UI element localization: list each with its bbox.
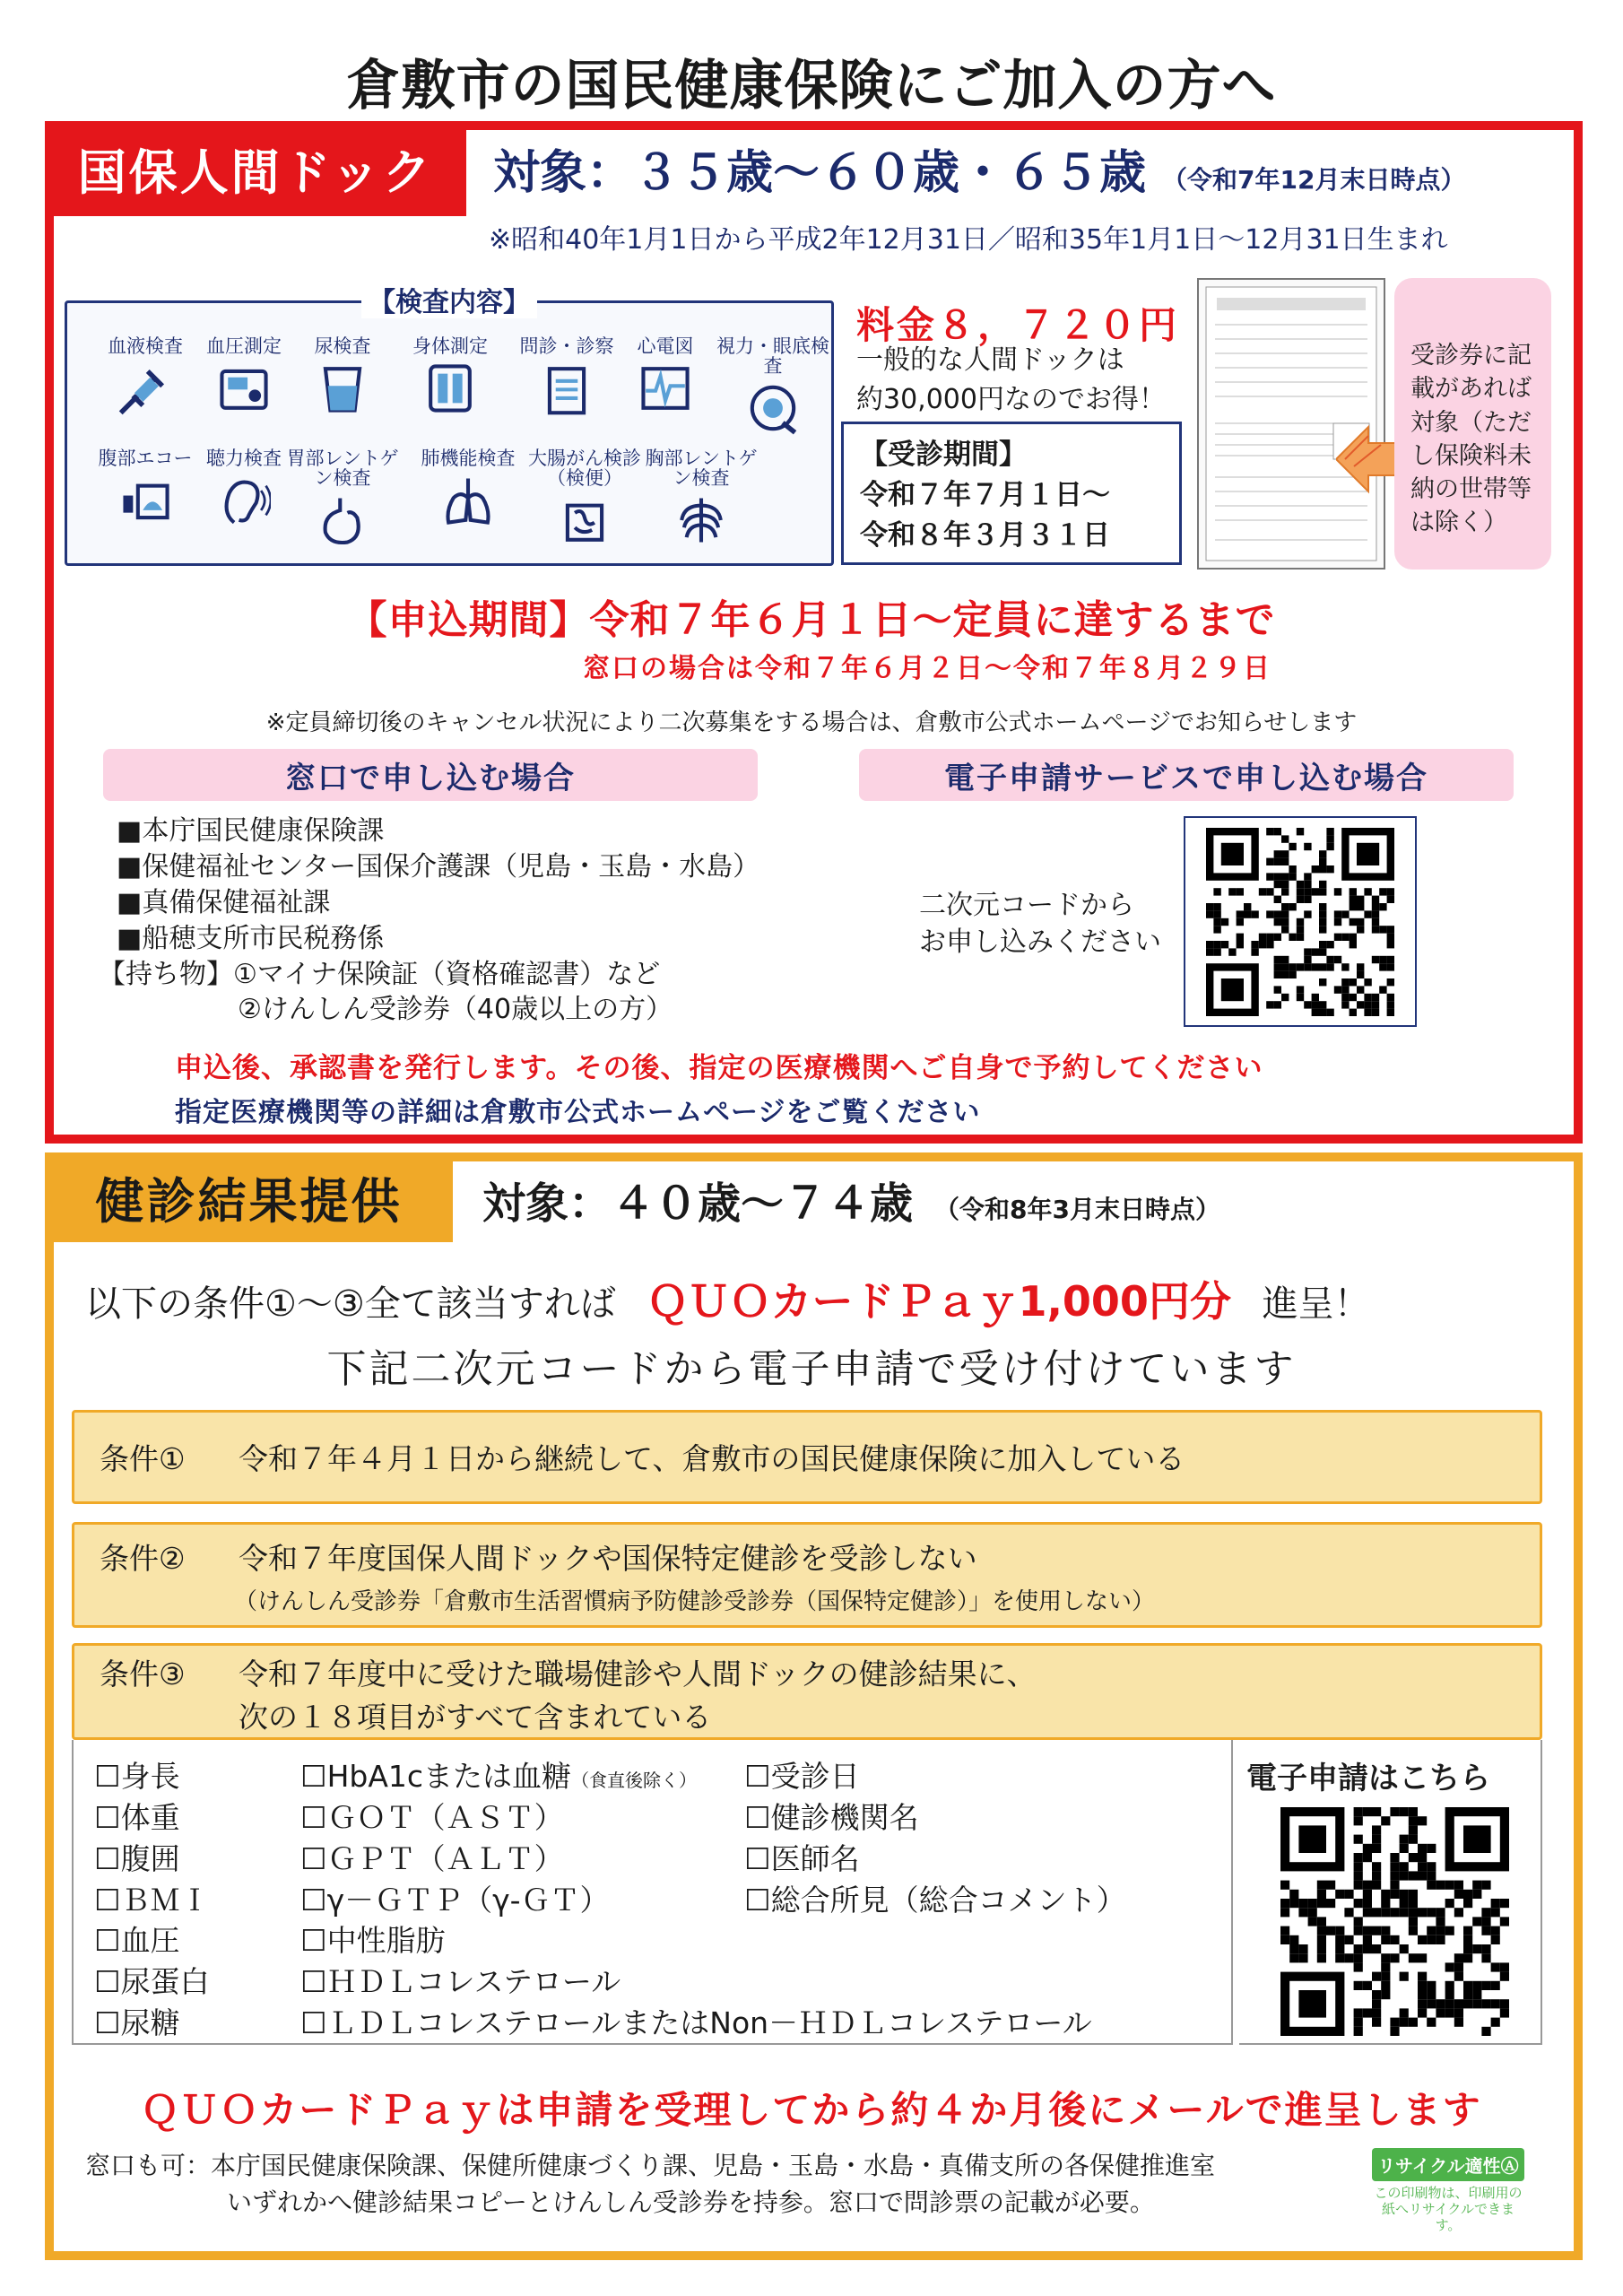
checklist-item: ☐ＢＭＩ [94,1882,210,1918]
condition-1-label: 条件① [100,1441,186,1476]
recycle-text: この印刷物は、印刷用の紙へリサイクルできます。 [1374,2185,1523,2233]
condition-2 [72,1522,1542,1628]
checklist-item: ☐ＧＰＴ（ＡＬＴ） [300,1840,564,1876]
result-target-row [482,1169,1220,1231]
result-apply-line: 下記二次元コードから電子申請で受け付けています [326,1346,1297,1392]
checklist-item: ☐ＬＤＬコレステロールまたはNon－ＨＤＬコレステロール [300,2005,1092,2041]
checklist-item: ☐尿糖 [94,2005,180,2041]
exam-item [603,336,728,415]
condition-1-text: 令和７年４月１日から継続して、倉敷市の国民健康保険に加入している [239,1441,1185,1476]
exam-label: 視力・眼底検査 [716,335,829,378]
exam-label: 大腸がん検診（検便） [528,448,641,490]
exam-label: 心電図 [637,335,694,357]
window-item: ■保健福祉センター国保介護課（児島・玉島・水島） [117,850,760,883]
intestine-icon [558,493,612,547]
ecg-icon [638,361,692,415]
final-note: ＱＵＯカードＰａｙは申請を受理してから約４か月後にメールで進呈します [141,2088,1482,2132]
cancel-note: ※定員締切後のキャンセル状況により二次募集をする場合は、倉敷市公式ホームページでお知らせします [265,709,1358,736]
result-target-note: （令和8年3月末日時点） [934,1195,1220,1224]
exam-label: 聴力検査 [206,448,282,469]
condition-2-sub: （けんしん受診券「倉敷市生活習慣病予防健診受診券（国保特定健診）」を使用しない） [234,1588,1156,1615]
checklist-col-1 [94,1756,210,2044]
price-sub [856,341,1166,419]
recycle-badge: リサイクル適性Ⓐ [1372,2148,1524,2181]
condition-1 [72,1410,1542,1504]
checklist-item: ☐血圧 [94,1923,180,1959]
checklist-item: ☐腹囲 [94,1840,180,1876]
result-intro [85,1269,1370,1328]
ribcage-icon [674,493,728,547]
hba1c-note: （食直後除く） [571,1770,698,1791]
exam-item [522,448,647,547]
exam-label: 身体測定 [412,335,488,357]
checklist-item: ☐ＨＤＬコレステロール [300,1964,621,2000]
checklist-item: ☐総合所見（総合コメント） [744,1882,1126,1918]
qr-message-2: お申し込みください [919,926,1161,958]
footer-note [85,2148,1215,2221]
qr-title: 電子申請はこちら [1246,1761,1490,1796]
exam-item [280,336,405,415]
window-list [99,813,760,1028]
intro-pre: 以下の条件①～③全て該当すれば [85,1283,616,1325]
exam-title: 【検査内容】 [361,287,537,318]
exam-item [405,448,531,527]
ear-icon [217,474,271,527]
checklist-item: ☐健診機関名 [744,1799,919,1835]
condition-3-label: 条件③ [100,1657,186,1692]
footer-line-2: いずれかへ健診結果コピーとけんしん受診券を持参。窓口で問診票の記載が必要。 [227,2187,1155,2217]
eye-icon [746,381,800,435]
exam-label: 問診・診察 [519,335,614,357]
online-apply-heading: 電子申請サービスで申し込む場合 [859,749,1514,801]
intro-post: 進呈！ [1262,1283,1370,1325]
checklist-item: ☐HbA1cまたは血糖（食直後除く） [300,1759,698,1794]
price-sub-2: 約30,000円なのでお得！ [856,383,1166,415]
period-title: 【受診期間】 [860,439,1027,471]
condition-3 [72,1643,1542,1740]
bring-items-2: ②けんしん受診券（40歳以上の方） [238,994,673,1026]
result-qr-code[interactable] [1273,1803,1515,2040]
clipboard-icon [540,361,594,415]
period-start: 令和７年７月１日～ [860,478,1110,511]
dock-tab: 国保人間ドック [45,121,466,216]
birth-note: ※昭和40年1月1日から平成2年12月31日／昭和35年1月1日～12月31日生まれ [489,224,1448,256]
period-box [841,422,1182,565]
exam-grid [65,300,834,566]
condition-2-label: 条件② [100,1541,186,1576]
condition-3-text-a: 令和７年度中に受けた職場健診や人間ドックの健診結果に、 [239,1657,1037,1692]
dock-target-note: （令和7年12月末日時点） [1162,165,1466,195]
qr-message-1: 二次元コードから [919,890,1134,921]
ticket-note: 受診券に記載があれば対象（ただし保険料未納の世帯等は除く） [1394,278,1551,570]
after-apply-note: 申込後、承認書を発行します。その後、指定の医療機関へご自身で予約してください [175,1052,1263,1084]
qr-code-icon [1206,828,1394,1016]
window-item: ■船穂支所市民税務係 [117,922,385,954]
detail-note: 指定医療機関等の詳細は倉敷市公式ホームページをご覧ください [175,1097,981,1128]
condition-2-text: 令和７年度国保人間ドックや国保特定健診を受診しない [239,1541,977,1576]
page-title: 倉敷市の国民健康保険にご加入の方へ [346,55,1277,117]
exam-item [710,336,836,435]
arrow-left-icon [1336,423,1399,499]
cup-icon [316,361,369,415]
result-tab: 健診結果提供 [45,1152,453,1242]
apply-period: 【申込期間】令和７年６月１日～定員に達するまで [347,597,1276,643]
condition-3-text-b: 次の１８項目がすべて含まれている [239,1699,712,1735]
dock-target: 対象：３５歳～６０歳・６５歳 [493,146,1147,200]
scale-icon [423,361,477,415]
checklist-col-3 [744,1756,1126,1920]
checklist-item: ☐γ－ＧＴＰ（γ-ＧＴ） [300,1882,610,1918]
exam-item [280,448,405,547]
checklist-item: ☐尿蛋白 [94,1964,210,2000]
dock-qr-code[interactable] [1184,816,1417,1027]
exam-label: 尿検査 [314,335,371,357]
checklist-item: ☐医師名 [744,1840,860,1876]
qr-code-icon [1280,1807,1509,2036]
window-apply-heading: 窓口で申し込む場合 [103,749,758,801]
checklist-item: ☐身長 [94,1759,180,1794]
recycle-mark [1372,2148,1524,2233]
checklist-item: ☐ＧＯＴ（ＡＳＴ） [300,1799,564,1835]
ultrasound-icon [118,474,172,527]
price: 料金８，７２０円 [856,303,1180,347]
exam-item [638,448,764,547]
footer-line-1: 窓口も可：本庁国民健康保険課、保健所健康づくり課、児島・玉島・水島・真備支所の各保健推進室 [85,2151,1216,2180]
exam-label: 肺機能検査 [421,448,516,469]
period-end: 令和８年３月３１日 [860,518,1110,552]
checklist-item: ☐受診日 [744,1759,860,1794]
checklist-item: ☐体重 [94,1799,180,1835]
stomach-icon [316,493,369,547]
checklist-item: ☐中性脂肪 [300,1923,446,1959]
window-period: 窓口の場合は令和７年６月２日～令和７年８月２９日 [583,653,1271,684]
window-item: ■本庁国民健康保険課 [117,815,385,847]
exam-label: 血液検査 [108,335,183,357]
bring-items-1: 【持ち物】①マイナ保険証（資格確認書）など [99,958,661,990]
quo-amount: ＱＵＯカードＰａｙ1,000円分 [647,1277,1231,1326]
exam-label: 血圧測定 [206,335,282,357]
lungs-icon [441,474,495,527]
window-item: ■真備保健福祉課 [117,886,331,918]
blood-pressure-icon [217,361,271,415]
exam-label: 胃部レントゲン検査 [286,448,399,490]
result-target: 対象：４０歳～７４歳 [482,1178,914,1229]
exam-label: 腹部エコー [98,448,193,469]
exam-item [387,336,513,415]
price-sub-1: 一般的な人間ドックは [856,344,1124,376]
exam-label: 胸部レントゲン検査 [645,448,758,490]
qr-message [919,888,1161,961]
syringe-icon [118,361,172,415]
dock-target-row [493,135,1465,202]
